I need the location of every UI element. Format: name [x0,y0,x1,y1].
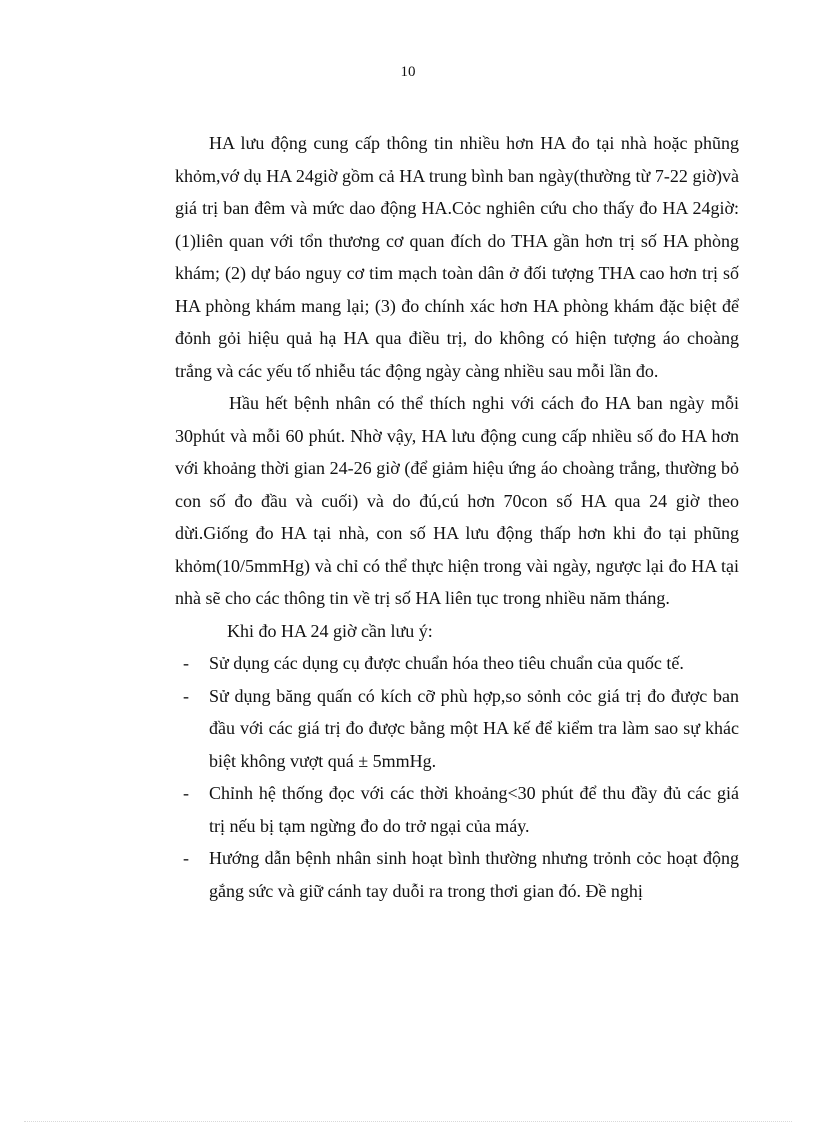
bullet-dash: - [183,653,189,673]
list-item [175,842,739,907]
bullet-dash: - [183,783,189,803]
bullet-dash: - [183,685,189,706]
list-item-text: Chỉnh hệ thống đọc với các thời khoảng<30 phút để thu đầy đủ các giá trị nếu bị tạm ngừng đo do trở ngại của máy. [209,783,739,836]
list-item [175,647,739,680]
list-item [175,680,739,778]
page-number: 10 [400,64,416,80]
list-item [175,777,739,842]
notes-list [175,647,739,907]
paragraph-notes-intro: Khi đo HA 24 giờ cần lưu ý: [227,620,433,641]
paragraph-measurement-schedule: Hầu hết bệnh nhân có thể thích nghi với cách đo HA ban ngày mỗi 30phút và mỗi 60 phút. Nhờ vậy, HA lưu động cung cấp nhiều số đo HA hơn với khoảng thời gian 24-26 giờ (để giảm hiệu ứng áo choàng trắng, thường bỏ con số đo đầu và cuối) và do đú,cú hơn 70con số HA qua 24 giờ theo dừi.Giống đo HA tại nhà, con số HA lưu động thấp hơn khi đo tại phũng khỏm(10/5mmHg) và chỉ có thể thực hiện trong vài ngày, ngược lại đo HA tại nhà sẽ cho các thông tin về trị số HA liên tục trong nhiều năm tháng. [175,393,739,608]
bullet-dash: - [183,848,189,868]
page-bottom-divider [24,1121,792,1122]
page-body [175,127,739,907]
list-item-text: Hướng dẫn bệnh nhân sinh hoạt bình thường nhưng trỏnh cỏc hoạt động gắng sức và giữ cánh tay duỗi ra trong thơi gian đó. Đề nghị [209,848,739,901]
list-item-text: Sử dụng các dụng cụ được chuẩn hóa theo tiêu chuẩn của quốc tế. [209,653,684,673]
list-item-text: Sử dụng băng quấn có kích cỡ phù hợp,so sỏnh cỏc giá trị đo được ban đầu với các giá trị đo được bằng một HA kế để kiểm tra làm sao sự khác biệt không vượt quá ± 5mmHg. [209,685,739,771]
paragraph-ambulatory-bp-info: HA lưu động cung cấp thông tin nhiều hơn HA đo tại nhà hoặc phũng khỏm,vớ dụ HA 24giờ gồm cả HA trung bình ban ngày(thường từ 7-22 giờ)và giá trị ban đêm và mức dao động HA.Cỏc nghiên cứu cho thấy đo HA 24giờ: (1)liên quan với tổn thương cơ quan đích do THA gần hơn trị số HA phòng khám; (2) dự báo nguy cơ tim mạch toàn dân ở đối tượng THA cao hơn trị số HA phòng khám mang lại; (3) đo chính xác hơn HA phòng khám đặc biệt để đỏnh gỏi hiệu quả hạ HA qua điều trị, do không có hiện tượng áo choàng trắng và các yếu tố nhiễu tác động ngày càng nhiều sau mỗi lần đo. [175,133,739,381]
